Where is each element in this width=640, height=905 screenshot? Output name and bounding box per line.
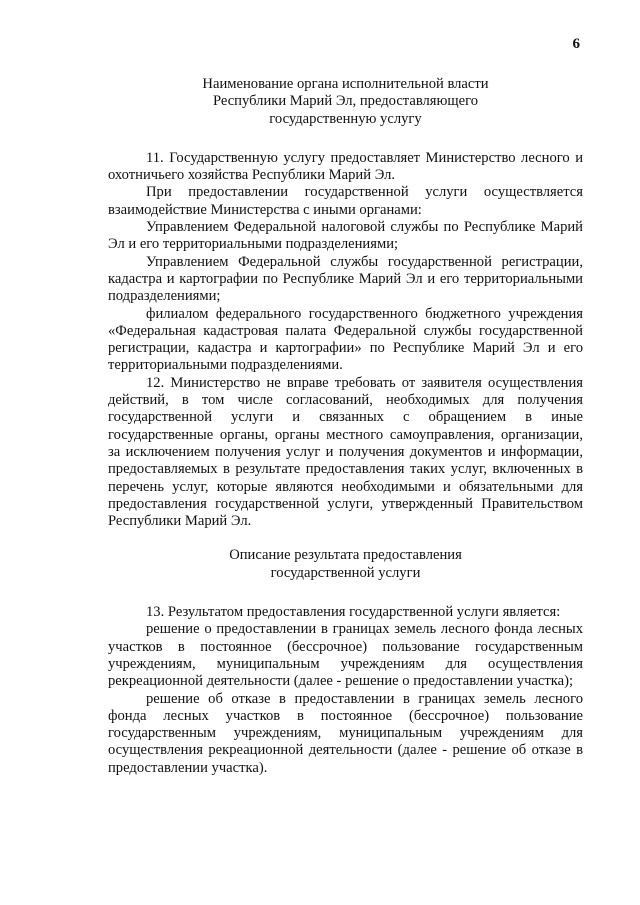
- page-number: 6: [572, 36, 580, 52]
- spacer: [108, 530, 583, 547]
- section-heading-result: [108, 547, 583, 582]
- heading-line: Наименование органа исполнительной власти: [202, 76, 489, 92]
- paragraph-registration-service: Управлением Федеральной службы государственной регистрации, кадастра и картографии по Республике Марий Эл и его территориальными подразделениями;: [108, 253, 583, 305]
- paragraph-12: 12. Министерство не вправе требовать от заявителя осуществления действий, в том числе согласований, необходимых для получения государственной услуги и связанных с обращением в иные государственные органы, органы местного самоуправления, организации, за исключением получения услуг и получения документов и информации, предоставляемых в результате предоставления таких услуг, включенных в перечень услуг, которые являются необходимыми и обязательными для предоставления государственной услуги, утвержденный Правительством Республики Марий Эл.: [108, 374, 583, 530]
- paragraph-11: 11. Государственную услугу предоставляет Министерство лесного и охотничьего хозяйства Республики Марий Эл.: [108, 149, 583, 184]
- heading-line: государственной услуги: [270, 564, 421, 581]
- paragraph-decision-refusal: решение об отказе в предоставлении в границах земель лесного фонда лесных участков в постоянное (бессрочное) пользование государственным учреждениям, муниципальным учреждениям для осуществления рекреационной деятельности (далее - решение об отказе в предоставлении участка).: [108, 690, 583, 776]
- paragraph-13: 13. Результатом предоставления государственной услуги является:: [146, 604, 561, 621]
- section-heading-authority: [108, 76, 583, 128]
- spacer: [108, 582, 583, 604]
- heading-line: Описание результата предоставления: [229, 547, 462, 564]
- paragraph-tax-service: Управлением Федеральной налоговой службы по Республике Марий Эл и его территориальными подразделениями;: [108, 219, 583, 253]
- page-content: [108, 76, 583, 777]
- paragraph-interaction: При предоставлении государственной услуги осуществляется взаимодействие Министерства с иными органами:: [108, 184, 583, 218]
- paragraph-cadastral-chamber: филиалом федерального государственного бюджетного учреждения «Федеральная кадастровая палата Федеральной службы государственной регистрации, кадастра и картографии» по Республике Марий Эл и его территориальными подразделениями.: [108, 305, 583, 374]
- heading-line: государственную услугу: [269, 110, 422, 127]
- heading-line: Республики Марий Эл, предоставляющего: [212, 93, 479, 110]
- spacer: [108, 128, 583, 150]
- paragraph-decision-grant: решение о предоставлении в границах земель лесного фонда лесных участков в постоянное (бессрочное) пользование государственным учреждениям, муниципальным учреждениям для осуществления рекреационной деятельности (далее - решение о предоставлении участка);: [108, 621, 583, 690]
